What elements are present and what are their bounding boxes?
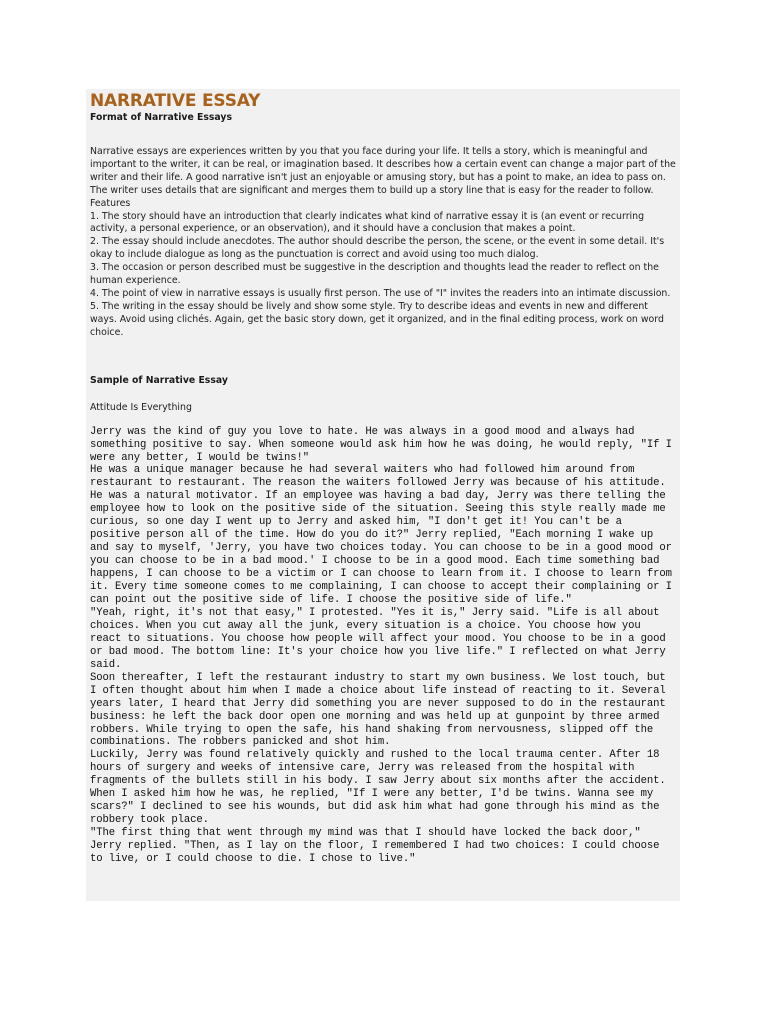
feature-item: 3. The occasion or person described must be suggestive in the description and thoughts lead the reader to reflect on the human experience. [90, 262, 659, 287]
document-content [90, 91, 676, 866]
intro-paragraph: Narrative essays are experiences written by you that you face during your life. It tells a story, which is meaningful and important to the writer, it can be real, or imagination based. It describes how a certain event can change a major part of the writer and their life. A good narrative isn't just an enjoyable or amusing story, but has a point to make, an idea to pass on. The writer uses details that are significant and merges them to build up a story line that is easy for the reader to follow. [90, 146, 676, 196]
feature-item: 4. The point of view in narrative essays is usually first person. The use of "I" invites the readers into an intimate discussion. [90, 287, 671, 299]
feature-item: 5. The writing in the essay should be lively and show some style. Try to describe ideas and events in new and different ways. Avoid using clichés. Again, get the basic story down, get it organized, and in the final editing process, work on word choice. [90, 300, 664, 338]
essay-paragraph: "The first thing that went through my mind was that I should have locked the back door," Jerry replied. "Then, as I lay on the floor, I remembered I had two choices: I could choose to live, or I could choose to die. I chose to live." [90, 827, 660, 866]
essay-paragraph: Soon thereafter, I left the restaurant industry to start my own business. We lost touch, but I often thought about him when I made a choice about life instead of reacting to it. Several years later, I heard that Jerry did something you are never supposed to do in the restaurant business: he left the back door open one morning and was held up at gunpoint by three armed robbers. While trying to open the safe, his hand shaking from nervousness, slipped off the combinations. The robbers panicked and shot him. [90, 671, 666, 749]
document-panel [86, 89, 680, 901]
features-label: Features [90, 197, 131, 209]
intro-section [90, 146, 676, 340]
feature-item: 2. The essay should include anecdotes. The author should describe the person, the scene, or the event in some detail. It's okay to include dialogue as long as the punctuation is correct and avoid using too much dialog. [90, 236, 665, 261]
features-list [90, 211, 676, 340]
page-title: NARRATIVE ESSAY [90, 91, 261, 111]
essay-title: Attitude Is Everything [90, 401, 192, 413]
essay-paragraph: He was a unique manager because he had several waiters who had followed him around from restaurant to restaurant. The reason the waiters followed Jerry was because of his attitude. He was a natural motivator. If an employee was having a bad day, Jerry was there telling the employee how to look on the positive side of the situation. Seeing this style really made me curious, so one day I went up to Jerry and asked him, "I don't get it! You can't be a positive person all of the time. How do you do it?" Jerry replied, "Each morning I wake up and say to myself, 'Jerry, you have two choices today. You can choose to be in a good mood or you can choose to be in a bad mood.' I choose to be in a good mood. Each time something bad happens, I can choose to be a victim or I can choose to learn from it. I choose to learn from it. Every time someone comes to me complaining, I can choose to accept their complaining or I can point out the positive side of life. I choose the positive side of life." [90, 464, 672, 606]
sample-heading: Sample of Narrative Essay [90, 374, 228, 386]
essay-paragraph: Jerry was the kind of guy you love to hate. He was always in a good mood and always had something positive to say. When someone would ask him how he was doing, he would reply, "If I were any better, I would be twins!" [90, 425, 672, 464]
feature-item: 1. The story should have an introduction that clearly indicates what kind of narrative essay it is (an event or recurring activity, a personal experience, or an observation), and it should have a conclusion that makes a point. [90, 210, 645, 235]
essay-body [90, 426, 674, 866]
essay-paragraph: Luckily, Jerry was found relatively quickly and rushed to the local trauma center. After 18 hours of surgery and weeks of intensive care, Jerry was released from the hospital with fragments of the bullets still in his body. I saw Jerry about six months after the accident. When I asked him how he was, he replied, "If I were any better, I'd be twins. Wanna see my scars?" I declined to see his wounds, but did ask him what had gone through his mind as the robbery took place. [90, 749, 666, 827]
section-subtitle: Format of Narrative Essays [90, 112, 232, 123]
essay-paragraph: "Yeah, right, it's not that easy," I protested. "Yes it is," Jerry said. "Life is all about choices. When you cut away all the junk, every situation is a choice. You choose how you react to situations. You choose how people will affect your mood. You choose to be in a good or bad mood. The bottom line: It's your choice how you live life." I reflected on what Jerry said. [90, 606, 666, 671]
